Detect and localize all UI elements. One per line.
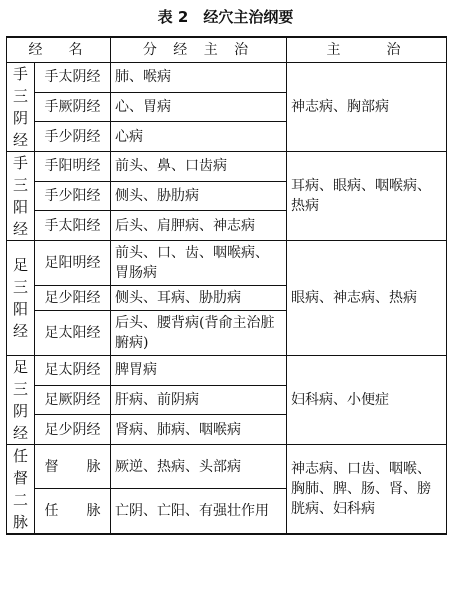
channel-cell: 足太阳经	[35, 311, 111, 356]
channel-cell: 足厥阴经	[35, 385, 111, 415]
channel-cell: 手少阴经	[35, 122, 111, 152]
branch-cell: 侧头、耳病、胁肋病	[111, 286, 287, 311]
channel-cell: 手厥阴经	[35, 92, 111, 122]
table-row	[7, 152, 447, 182]
group-name	[7, 445, 35, 535]
main-cell: 妇科病、小便症	[287, 356, 447, 445]
branch-cell: 后头、腰背病(背俞主治脏腑病)	[111, 311, 287, 356]
main-cell: 神志病、口齿、咽喉、胸肺、脾、肠、肾、膀胱病、妇科病	[287, 445, 447, 535]
branch-cell: 脾胃病	[111, 356, 287, 386]
branch-cell: 肝病、前阴病	[111, 385, 287, 415]
channel-cell: 手太阴经	[35, 63, 111, 93]
branch-cell: 肺、喉病	[111, 63, 287, 93]
header-main: 主 治	[287, 37, 447, 63]
group-name	[7, 356, 35, 445]
branch-cell: 心、胃病	[111, 92, 287, 122]
group-name	[7, 241, 35, 356]
channel-cell: 足阳明经	[35, 241, 111, 286]
branch-cell: 亡阴、亡阳、有强壮作用	[111, 489, 287, 534]
table-row	[7, 445, 447, 489]
channel-cell: 督 脉	[35, 445, 111, 489]
table-row	[7, 356, 447, 386]
branch-cell: 前头、口、齿、咽喉病、胃肠病	[111, 241, 287, 286]
channel-cell: 手太阳经	[35, 211, 111, 241]
channel-cell: 足少阳经	[35, 286, 111, 311]
table-row	[7, 241, 447, 286]
header-channel: 经 名	[7, 37, 111, 63]
branch-cell: 厥逆、热病、头部病	[111, 445, 287, 489]
group-name	[7, 63, 35, 152]
group-label: 足三阴经	[12, 358, 28, 442]
header-row	[7, 37, 447, 63]
group-label: 手三阳经	[12, 154, 28, 238]
main-cell: 眼病、神志病、热病	[287, 241, 447, 356]
group-label: 手三阴经	[12, 65, 28, 149]
group-label: 足三阳经	[12, 256, 28, 340]
table-row	[7, 63, 447, 93]
table-title: 表 2 经穴主治纲要	[157, 8, 294, 26]
branch-cell: 侧头、胁肋病	[111, 181, 287, 211]
branch-cell: 后头、肩胛病、神志病	[111, 211, 287, 241]
branch-cell: 心病	[111, 122, 287, 152]
branch-cell: 前头、鼻、口齿病	[111, 152, 287, 182]
channel-cell: 足少阴经	[35, 415, 111, 445]
channel-cell: 足太阴经	[35, 356, 111, 386]
header-branch: 分 经 主 治	[111, 37, 287, 63]
channel-cell: 手少阳经	[35, 181, 111, 211]
main-cell: 耳病、眼病、咽喉病、热病	[287, 152, 447, 241]
group-label: 任督二脉	[12, 447, 28, 531]
channel-cell: 任 脉	[35, 489, 111, 534]
branch-cell: 肾病、肺病、咽喉病	[111, 415, 287, 445]
acupoint-indications-table	[6, 36, 447, 535]
channel-cell: 手阳明经	[35, 152, 111, 182]
group-name	[7, 152, 35, 241]
main-cell: 神志病、胸部病	[287, 63, 447, 152]
